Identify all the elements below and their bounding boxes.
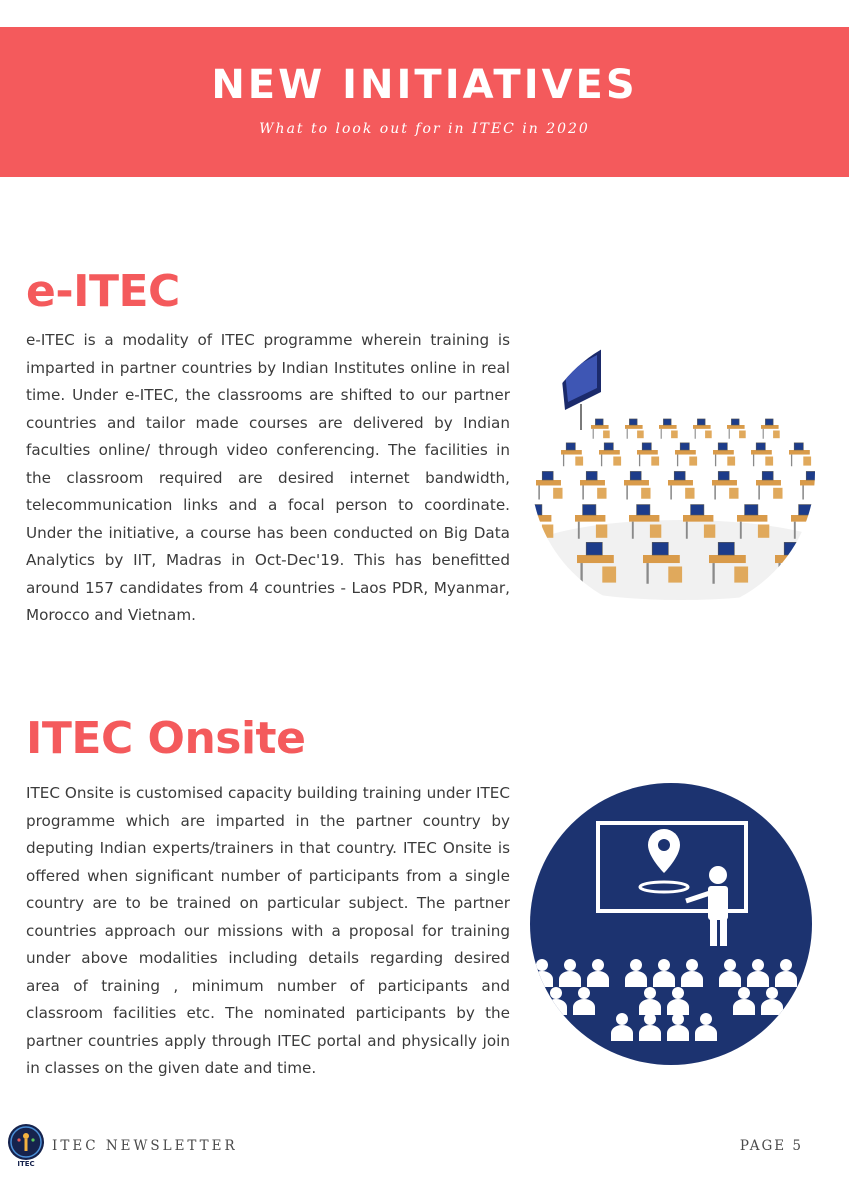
section-body-e-itec: e-ITEC is a modality of ITEC programme wherein training is imparted in partner countries by Indian Institutes online in real time. Under e-ITEC, the classrooms are shifted to our partner countries and tailor made courses are delivered by Indian faculties online/ through video conferencing. The facilities in the classroom required are desired internet bandwidth, telecommunication links and a focal person to coordinate. Under the initiative, a course has been conducted on Big Data Analytics by IIT, Madras in Oct-Dec'19. This has benefitted around 157 candidates from 4 countries - Laos PDR, Myanmar, Morocco and Vietnam.: [26, 331, 510, 624]
classroom-trainer-icon: [530, 783, 812, 1065]
page-number: PAGE 5: [739, 1138, 803, 1154]
classroom-laptops-photo: [531, 330, 815, 614]
classroom-illustration: [531, 330, 815, 614]
trainer-board-icon: [530, 783, 812, 1065]
newsletter-name: ITEC NEWSLETTER: [52, 1138, 238, 1154]
section-heading-itec-onsite: ITEC Onsite: [26, 713, 306, 764]
page-title: NEW INITIATIVES: [211, 62, 638, 108]
logo-text: ITEC: [17, 1160, 35, 1168]
itec-logo: [8, 1124, 44, 1160]
page-subtitle: What to look out for in ITEC in 2020: [259, 121, 590, 137]
section-body-itec-onsite: ITEC Onsite is customised capacity building training under ITEC programme which are imparted in the partner country by deputing Indian experts/trainers in that country. ITEC Onsite is offered when significant number of participants from a single country are to be trained on particular subject. The partner countries approach our missions with a proposal for training under above modalities including details regarding desired area of training , minimum number of participants and classroom facilities etc. The nominated participants by the partner countries apply through ITEC portal and physically join in classes on the given date and time.: [26, 784, 510, 1077]
section-heading-e-itec: e-ITEC: [26, 266, 180, 317]
